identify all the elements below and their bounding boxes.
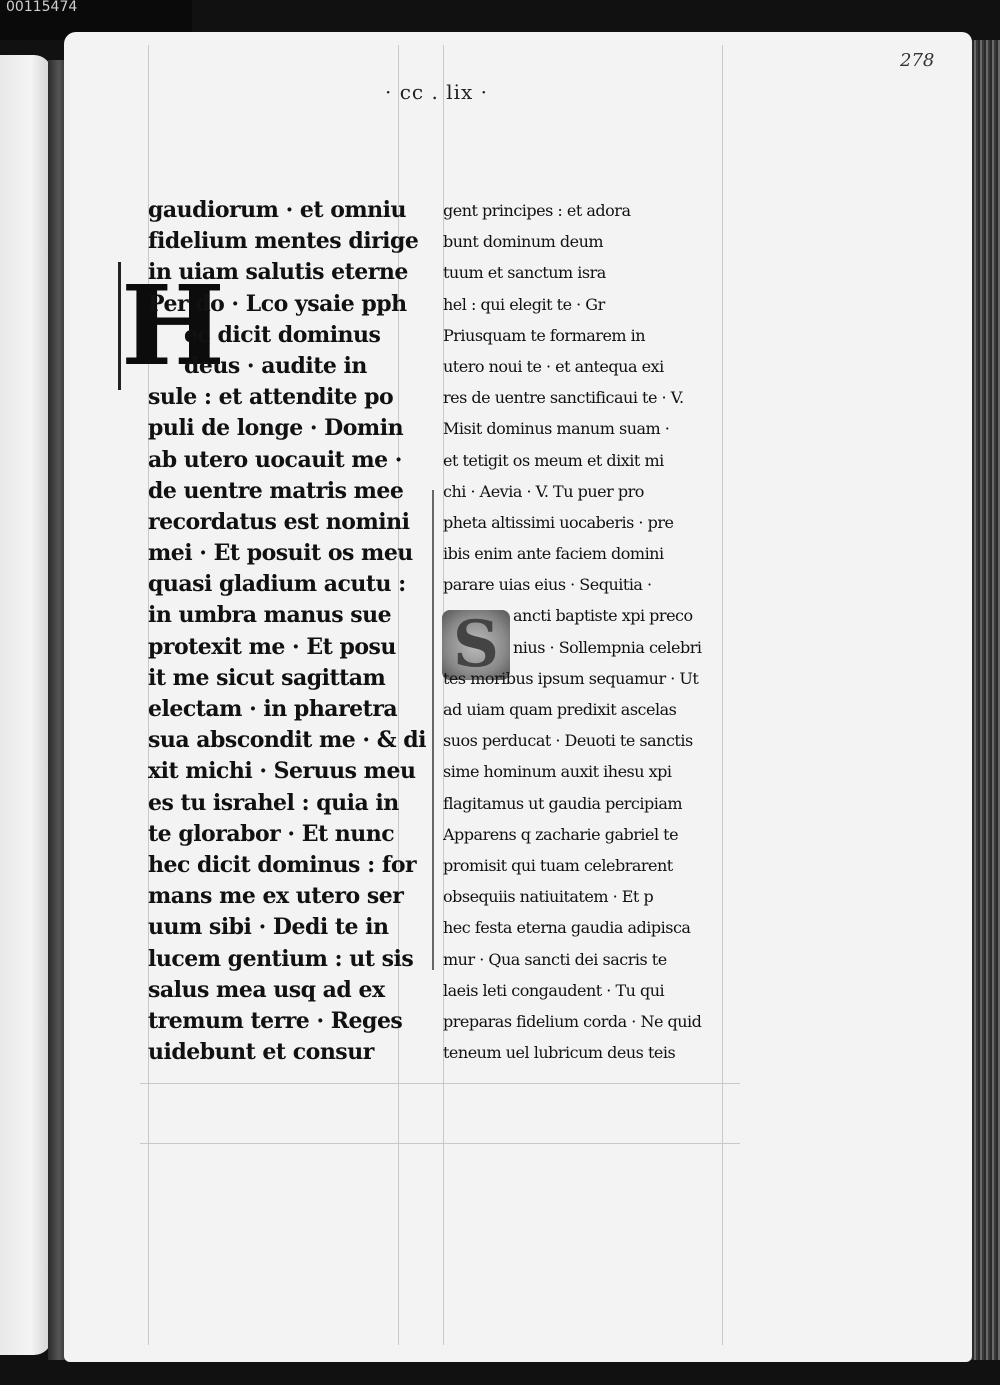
decorated-initial-h: H [118,262,183,390]
text-line: res de uentre sanctificaui te · V. [443,388,684,408]
text-line: ibis enim ante faciem domini [443,544,664,564]
text-column-left [148,195,426,1068]
running-header: · cc . lix · [385,80,488,104]
text-line: puli de longe · Domin [148,415,404,442]
text-line: tremum terre · Reges [148,1007,403,1034]
text-line: tuum et sanctum isra [443,263,606,283]
text-line: flagitamus ut gaudia percipiam [443,793,683,813]
text-line: ab utero uocauit me · [148,446,402,473]
text-line: in uiam salutis eterne [148,259,408,286]
text-line: quasi gladium acutu : [148,571,406,598]
text-line: gent principes : et adora [443,201,631,220]
text-line: Apparens q zacharie gabriel te [443,824,679,844]
text-line: chi · Aevia · V. Tu puer pro [443,481,644,501]
text-line: es tu israhel : quia in [148,789,399,816]
text-line: salus mea usq ad ex [148,976,385,1003]
text-line: lucem gentium : ut sis [148,945,414,972]
text-line: fidelium mentes dirige [148,228,419,255]
text-line: in umbra manus sue [148,602,392,629]
text-line: obsequiis natiuitatem · Et p [443,887,654,907]
text-line: utero noui te · et antequa exi [443,356,664,376]
text-line: uum sibi · Dedi te in [148,914,389,941]
text-line: teneum uel lubricum deus teis [443,1043,676,1063]
text-line: Per do · Lco ysaie pph [148,290,407,317]
text-line: deus · audite in [184,352,367,379]
text-line: mei · Et posuit os meu [148,540,413,567]
decorated-initial-s: S [442,610,510,680]
text-line: Priusquam te formarem in [443,325,646,345]
initial-flourish [432,490,434,970]
text-line: hec festa eterna gaudia adipisca [443,918,691,938]
archive-id-label: 00115474 [0,0,192,40]
text-line: pheta altissimi uocaberis · pre [443,512,674,532]
text-line: ad uiam quam predixit ascelas [443,700,677,719]
text-line: hec dicit dominus : for [148,851,417,878]
text-line: uidebunt et consur [148,1039,374,1066]
text-line: tes moribus ipsum sequamur · Ut [443,668,699,688]
facing-page-edge [0,55,52,1355]
text-line: nius · Sollempnia celebri [513,637,702,657]
folio-number: 278 [900,50,935,71]
ruling-line [140,1143,740,1144]
text-line: gaudiorum · et omniu [148,197,407,223]
text-line: te glorabor · Et nunc [148,820,395,847]
text-line: it me sicut sagittam [148,664,386,691]
text-line: laeis leti congaudent · Tu qui [443,980,665,1000]
text-line: sule : et attendite po [148,384,394,411]
text-line: ancti baptiste xpi preco [513,606,693,626]
text-line: parare uias eius · Sequitia · [443,575,652,595]
text-column-right [443,195,743,1068]
ruling-line [140,1083,740,1084]
text-line: promisit qui tuam celebrarent [443,855,673,875]
text-line: de uentre matris mee [148,477,404,504]
text-line: sua abscondit me · & di [148,727,426,754]
text-line: recordatus est nomini [148,508,410,535]
text-line: electam · in pharetra [148,696,398,722]
text-line: xit michi · Seruus meu [148,758,416,785]
text-line: mans me ex utero ser [148,883,404,910]
text-line: suos perducat · Deuoti te sanctis [443,731,693,751]
text-line: et tetigit os meum et dixit mi [443,450,664,470]
text-line: ec dicit dominus [184,321,381,348]
text-line: mur · Qua sancti dei sacris te [443,949,667,969]
text-line: protexit me · Et posu [148,633,396,660]
text-line: hel : qui elegit te · Gr [443,294,605,314]
text-line: Misit dominus manum suam · [443,419,670,439]
text-line: sime hominum auxit ihesu xpi [443,762,672,782]
text-line: bunt dominum deum [443,232,604,252]
text-line: preparas fidelium corda · Ne quid [443,1011,702,1031]
